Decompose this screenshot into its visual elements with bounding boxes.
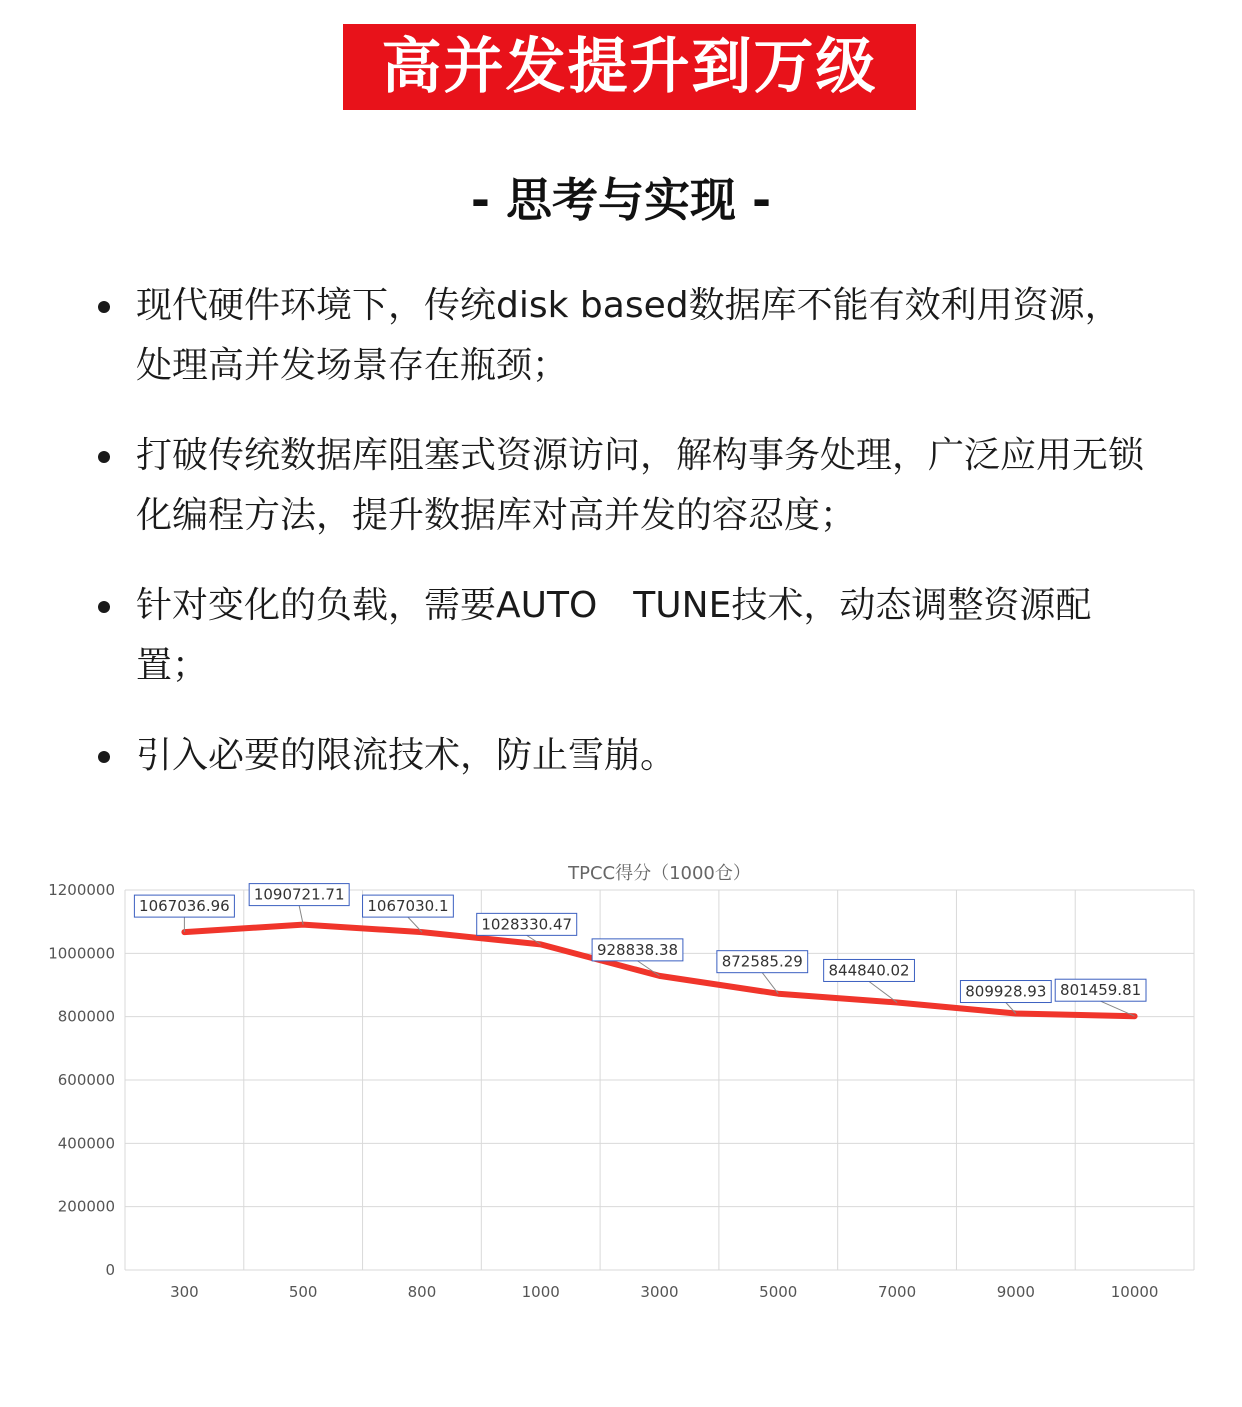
y-tick-label: 200000 <box>57 1197 115 1216</box>
y-tick-label: 1000000 <box>48 944 115 963</box>
bullet-item <box>136 726 1146 786</box>
y-tick-label: 400000 <box>57 1134 115 1153</box>
bullet-dot-icon <box>98 301 110 313</box>
y-tick-label: 600000 <box>57 1071 115 1089</box>
y-tick-label: 1200000 <box>48 881 115 899</box>
x-tick-label: 1000 <box>521 1283 560 1301</box>
bullet-text: 引入必要的限流技术，防止雪崩。 <box>136 735 677 776</box>
x-tick-label: 9000 <box>996 1283 1035 1301</box>
chart-title: TPCC得分（1000仓） <box>568 863 751 884</box>
data-label: 872585.29 <box>721 952 803 971</box>
data-label: 801459.81 <box>1060 981 1142 1000</box>
data-label: 928838.38 <box>596 940 679 959</box>
x-tick-label: 800 <box>407 1283 437 1301</box>
x-tick-label: 5000 <box>759 1283 798 1301</box>
bullet-text: 现代硬件环境下，传统disk based数据库不能有效利用资源，处理高并发场景存在瓶颈； <box>136 285 1121 386</box>
section-subtitle: - 思考与实现 - <box>470 173 772 227</box>
x-tick-label: 7000 <box>877 1283 917 1301</box>
bullet-text: 打破传统数据库阻塞式资源访问，解构事务处理，广泛应用无锁化编程方法，提升数据库对高并发的容忍度； <box>136 435 1145 536</box>
bullet-list <box>136 276 1146 816</box>
x-tick-label: 300 <box>170 1283 199 1301</box>
page-title-banner: 高并发提升到万级 <box>343 24 916 110</box>
data-label: 809928.93 <box>965 982 1047 1001</box>
x-tick-label: 500 <box>288 1283 318 1301</box>
bullet-item <box>136 426 1146 546</box>
x-tick-label: 3000 <box>640 1283 679 1301</box>
data-label: 844840.02 <box>828 961 910 980</box>
tpcc-chart <box>0 850 1242 1320</box>
bullet-dot-icon <box>98 601 110 613</box>
x-tick-label: 10000 <box>1110 1283 1159 1301</box>
data-label: 1067030.1 <box>367 897 449 916</box>
data-label: 1090721.71 <box>253 885 345 904</box>
line-chart-svg <box>0 850 1242 1320</box>
y-tick-label: 800000 <box>57 1007 115 1026</box>
data-label: 1067036.96 <box>139 897 230 916</box>
bullet-dot-icon <box>98 451 110 463</box>
data-label: 1028330.47 <box>481 915 573 934</box>
bullet-dot-icon <box>98 751 110 763</box>
bullet-text: 针对变化的负载，需要AUTO TUNE技术，动态调整资源配置； <box>136 585 1092 686</box>
bullet-item <box>136 276 1146 396</box>
bullet-item <box>136 576 1146 696</box>
y-tick-label: 0 <box>105 1261 115 1279</box>
